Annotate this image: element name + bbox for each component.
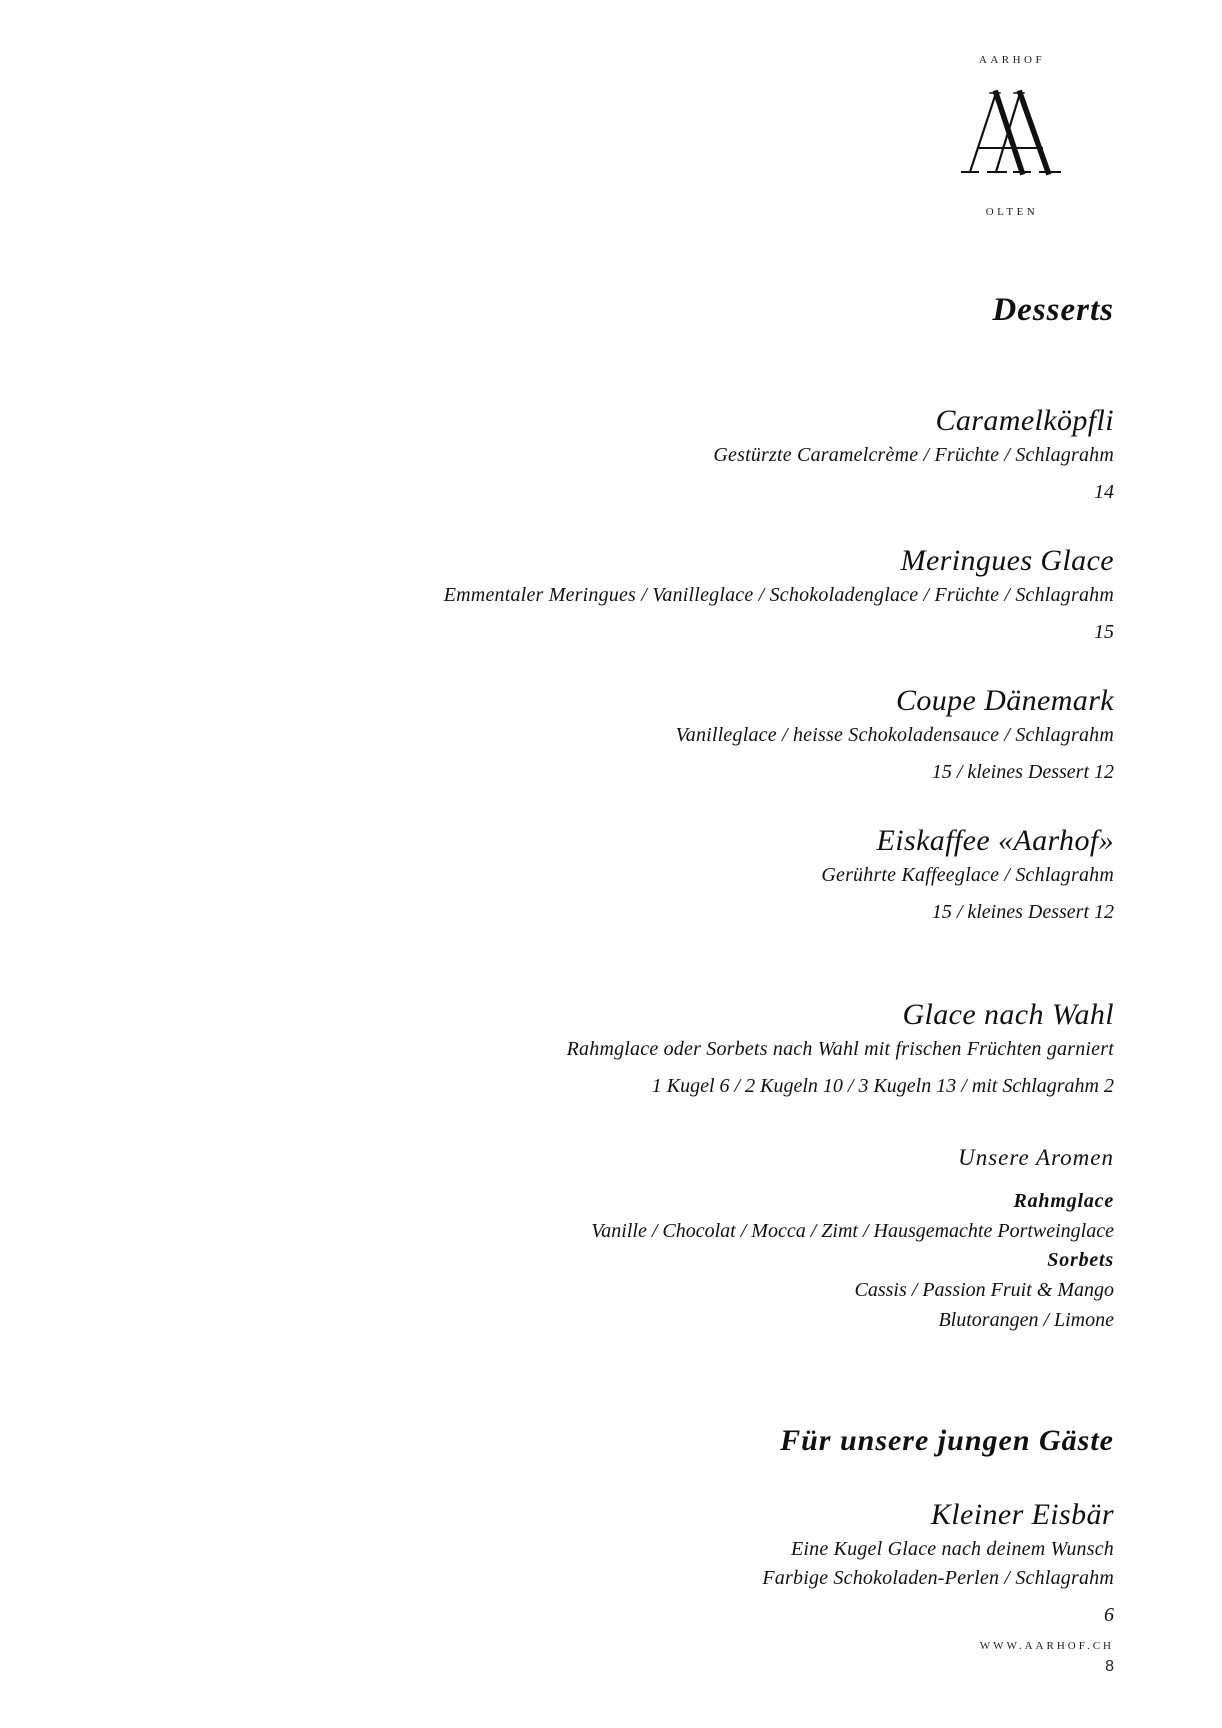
item-description: Vanilleglace / heisse Schokoladensauce / Schlagrahm: [675, 724, 1114, 746]
logo-city-text: OLTEN: [985, 206, 1039, 218]
item-price: 6: [1104, 1604, 1114, 1626]
item-price: 15 / kleines Dessert 12: [931, 761, 1114, 783]
item-description-line-2: Farbige Schokoladen-Perlen / Schlagrahm: [762, 1567, 1114, 1589]
menu-item: [14, 1498, 1114, 1630]
logo-brand-text: AARHOF: [978, 54, 1046, 66]
item-price: 15 / kleines Dessert 12: [931, 901, 1114, 923]
item-description: Gestürzte Caramelcrème / Früchte / Schlagrahm: [713, 444, 1114, 466]
aromen-block: [14, 1145, 1114, 1335]
kids-title: Für unsere jungen Gäste: [780, 1424, 1114, 1457]
website-url: WWW.AARHOF.CH: [979, 1640, 1114, 1652]
aromen-title: Unsere Aromen: [958, 1145, 1114, 1170]
item-description-line-1: Eine Kugel Glace nach deinem Wunsch: [790, 1538, 1114, 1560]
item-name: Eiskaffee «Aarhof»: [876, 824, 1114, 857]
item-price: 14: [1094, 481, 1114, 503]
desserts-title: Desserts: [992, 292, 1114, 328]
menu-item: [14, 998, 1114, 1101]
item-description: Gerührte Kaffeeglace / Schlagrahm: [821, 864, 1114, 886]
item-name: Coupe Dänemark: [895, 684, 1114, 717]
item-name: Kleiner Eisbär: [930, 1498, 1114, 1531]
menu-item: [14, 684, 1114, 787]
page-number: 8: [1105, 1658, 1114, 1675]
sorbets-line-1: Cassis / Passion Fruit & Mango: [854, 1279, 1114, 1301]
item-name: Meringues Glace: [900, 544, 1114, 577]
item-price: 1 Kugel 6 / 2 Kugeln 10 / 3 Kugeln 13 / mit Schlagrahm 2: [651, 1075, 1114, 1097]
menu-item: [14, 544, 1114, 647]
brand-logo: [952, 54, 1072, 218]
rahmglace-label: Rahmglace: [1013, 1190, 1114, 1212]
sorbets-label: Sorbets: [1047, 1249, 1114, 1271]
item-price: 15: [1094, 621, 1114, 643]
aa-monogram-icon: [960, 90, 1064, 176]
item-name: Glace nach Wahl: [902, 998, 1114, 1031]
item-description: Rahmglace oder Sorbets nach Wahl mit frischen Früchten garniert: [566, 1038, 1114, 1060]
menu-item: [14, 824, 1114, 927]
sorbets-line-2: Blutorangen / Limone: [938, 1309, 1114, 1331]
rahmglace-list: Vanille / Chocolat / Mocca / Zimt / Hausgemachte Portweinglace: [591, 1220, 1114, 1242]
menu-item: [14, 404, 1114, 507]
item-description: Emmentaler Meringues / Vanilleglace / Schokoladenglace / Früchte / Schlagrahm: [443, 584, 1114, 606]
item-name: Caramelköpfli: [935, 404, 1114, 437]
